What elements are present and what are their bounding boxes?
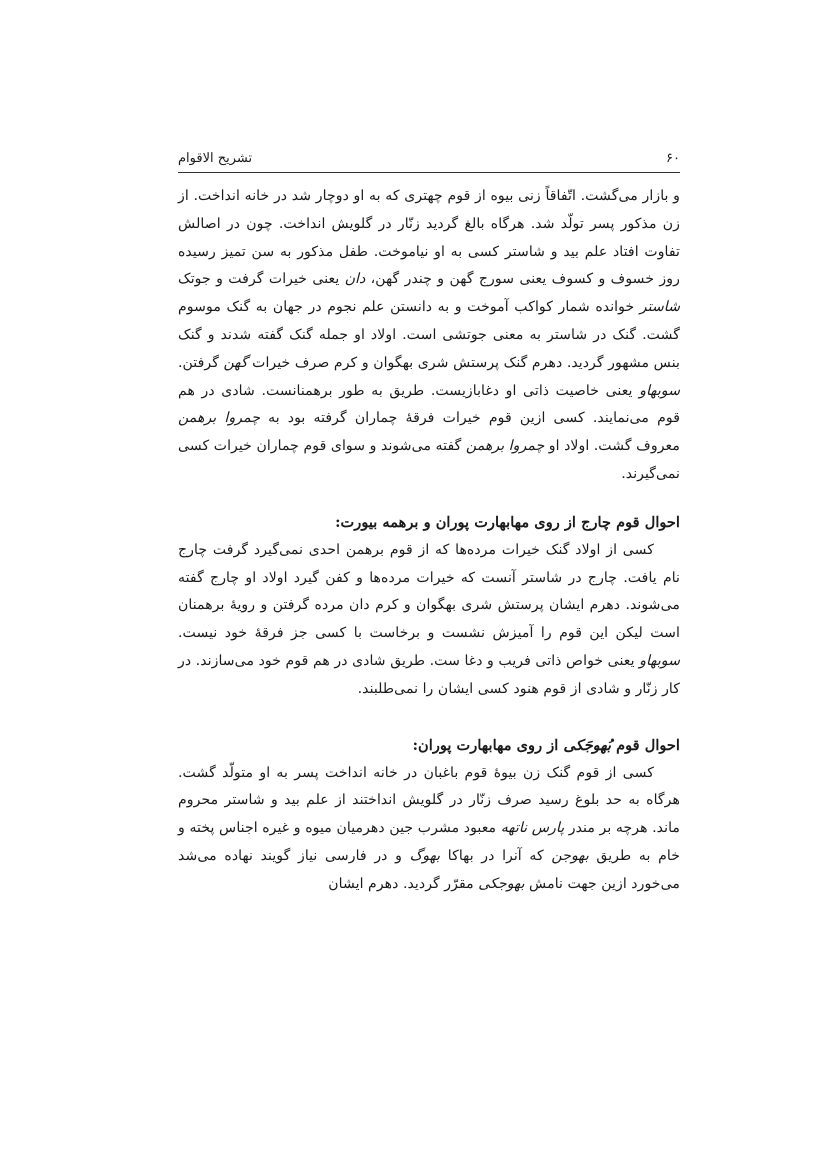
italic-term: بهوگ: [409, 847, 441, 864]
page-number: ۶۰: [666, 151, 680, 166]
text-run: معبود مشرب جین دهرمیان میوه و غیره اجناس پخته و خام به طریق: [178, 820, 680, 864]
italic-term: شاستر: [639, 299, 680, 316]
section-heading-bhojaki: [178, 732, 680, 760]
text-run: یعنی خاصیت ذاتی او دغابازیست. طریق به طور برهمنانست. شادی در هم قوم می‌نمایند. کسی ازین قوم خیرات فرقهٔ چماران گرفته بود به: [178, 382, 680, 427]
paragraph-gank: [178, 183, 680, 489]
paragraph-charaj: [178, 537, 680, 704]
text-run: معروف گشت. اولاد او: [544, 438, 680, 455]
italic-term: سوبهاو: [639, 382, 680, 399]
running-header: [178, 146, 680, 173]
text-run: گرفتن.: [178, 354, 224, 371]
italic-term: پارس ناتهه: [500, 820, 565, 837]
italic-term: گهن: [223, 354, 248, 371]
book-title: تشریح الاقوام: [178, 151, 253, 166]
text-run: یعنی خواص ذاتی فریب و دغا ست. طریق شادی در هم قوم خود می‌سازند. در کار زنّار و شادی از قوم هنود کسی ایشان را نمی‌طلبند.: [178, 652, 680, 697]
text-run: گفته می‌شوند و سوای قوم چماران خیرات کسی نمی‌گیرند.: [178, 438, 680, 482]
text-run: که آنرا در بهاکا: [440, 847, 552, 864]
italic-term: سوبهاو: [639, 652, 680, 669]
italic-term: بهوجن: [551, 847, 589, 864]
heading-text: احوال قوم: [611, 736, 680, 754]
italic-term: دان: [344, 271, 366, 288]
italic-term: چمروا برهمن: [465, 438, 545, 455]
text-run: و بازار می‌گشت. اتّفاقاً زنی بیوه از قوم چهتری که به او دوچار شد در خانه انداخت. از زن مذکور پسر تولّد شد. هرگاه بالغ گردید زنّار در گلویش انداخت. چون در اصالش تفاوت افتاد علم بید و شاستر کسی به او نیاموخت. طفل مذکور به سن تمیز رسیده روز خسوف و کسوف یعنی سورج گهن و چندر گهن،: [178, 188, 680, 288]
italic-term: چمروا برهمن: [178, 410, 260, 427]
section-heading-charaj: احوال قوم چارج از روی مهابهارت پوران و برهمه بیورت:: [335, 513, 680, 531]
text-run: خوانده شمار کواکب آموخت و به دانستن علم نجوم در جهان به گنک موسوم گشت. گنک در شاستر به معنی جوتشی است. اولاد او جمله گنک گفته شدند و گنک بنس مشهور گردید. دهرم گنک پرستش شری بهگوان و کرم صرف خیرات: [178, 299, 680, 371]
text-run: کسی از قوم گنک زن بیوهٔ قوم باغبان در خانه انداخت پسر به او متولّد گشت. هرگاه به حد بلوغ رسید صرف زنّار در گلویش انداختند از علم بید و شاستر محروم ماند. هرچه بر مندر: [178, 764, 681, 837]
heading-italic-term: بُهوجَکی: [563, 736, 611, 754]
italic-term: بهوجکی: [478, 875, 525, 892]
text-run: یعنی خیرات گرفت و جوتک: [178, 271, 345, 288]
text-run: مقرّر گردید. دهرم ایشان: [328, 875, 479, 892]
heading-text: از روی مهابهارت پوران:: [412, 736, 564, 754]
text-run: و در فارسی نیاز گویند نهاده می‌شد می‌خورد ازین جهت نامش: [178, 847, 680, 892]
paragraph-bhojaki: [178, 760, 680, 899]
text-run: کسی از اولاد گنک خیرات مرده‌ها که از قوم برهمن احدی نمی‌گیرد گرفت چارج نام یافت. چارج در شاستر آنست که خیرات مرده‌ها و کفن گیرد اولاد او چارج گفته می‌شوند. دهرم ایشان پرستش شری بهگوان و کرم دان مرده گرفتن و رویهٔ برهمنان است لیکن این قوم را آمیزش نشست و برخاست با کسی جز فرقهٔ خود نیست.: [178, 541, 680, 642]
page: [178, 146, 680, 899]
